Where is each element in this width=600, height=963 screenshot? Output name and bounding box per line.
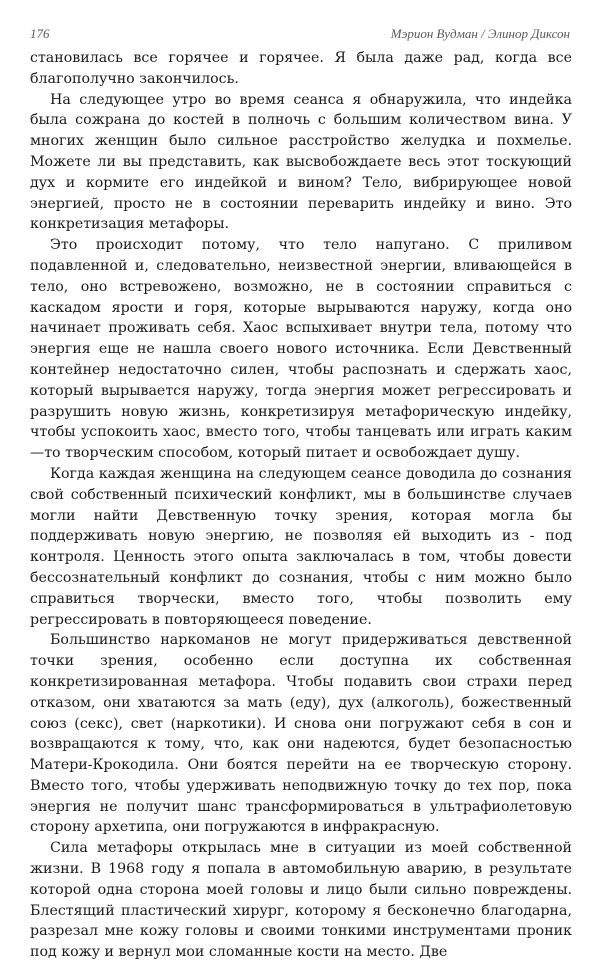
body-text: [30, 48, 572, 963]
running-title: Мэрион Вудман / Элинор Диксон: [390, 26, 570, 41]
paragraph: Это происходит потому, что тело напугано. С приливом подавленной и, следовательно, неизвестной энергии, вливающейся в тело, оно встревожено, возможно, не в состоянии справиться с каскадом ярости и горя, которые вырываются наружу, когда оно начинает проживать себя. Хаос вспыхивает внутри тела, потому что энергия еще не нашла своего нового источника. Если Девственный контейнер недостаточно силен, чтобы распознать и сдержать хаос, который вырывается наружу, тогда энергия может регрессировать и разрушить новую жизнь, конкретизируя метафорическую индейку, чтобы успокоить хаос, вместо того, чтобы танцевать или играть каким—то творческим способом, который питает и освобождает душу.: [30, 237, 572, 462]
paragraph: На следующее утро во время сеанса я обнаружила, что индейка была сожрана до костей в полночь с большим количеством вина. У многих женщин было сильное расстройство желудка и похмелье. Можете ли вы представить, как высвобождаете весь этот тоскующий дух и кормите его индейкой и вином? Тело, вибрирующее новой энергией, просто не в состоянии переварить индейку и вино. Это конкретизация метафоры.: [30, 91, 572, 233]
paragraph: Когда каждая женщина на следующем сеансе доводила до сознания свой собственный психический конфликт, мы в большинстве случаев могли найти Девственную точку зрения, которая могла бы поддерживать новую энергию, не позволяя ей выходить из - под контроля. Ценность этого опыта заключалась в том, чтобы довести бессознательный конфликт до сознания, чтобы с ним можно было справиться творчески, вместо того, чтобы позволить ему регрессировать в повторяющееся поведение.: [30, 465, 572, 628]
page-number: 176: [30, 26, 50, 41]
paragraph: Большинство наркоманов не могут придерживаться девственной точки зрения, особенно если доступна их собственная конкретизированная метафора. Чтобы подавить свои страхи перед отказом, они хватаются за мать (еду), дух (алкоголь), божественный союз (секс), свет (наркотики). И снова они погружают себя в сон и возвращаются к тому, что, как они надеются, будет безопасностью Матери-Крокодила. Они боятся перейти на ее творческую сторону. Вместо того, чтобы удерживать неподвижную точку до тех пор, пока энергия не получит шанс трансформироваться в ультрафиолетовую сторону архетипа, они погружаются в инфракрасную.: [30, 632, 572, 836]
paragraph: Сила метафоры открылась мне в ситуации из моей собственной жизни. В 1968 году я попала в автомобильную аварию, в результате которой одна сторона моей головы и лицо были сильно повреждены. Блестящий пластический хирург, которому я бесконечно благодарна, разрезал мне кожу головы и своими тонкими инструментами проник под кожу и вернул мои сломанные кости на место. Две: [30, 840, 572, 961]
running-header: [30, 26, 570, 46]
paragraph-continuation: становилась все горячее и горячее. Я была даже рад, когда все благополучно закончилось.: [30, 50, 572, 87]
